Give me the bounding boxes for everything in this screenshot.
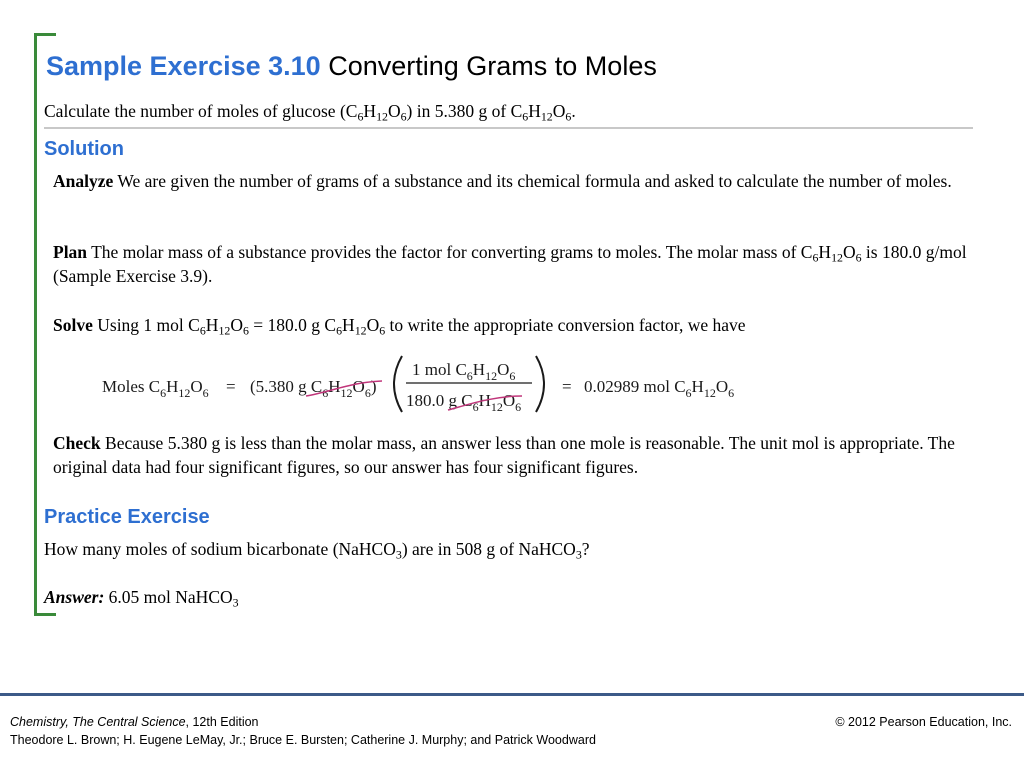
- equals-sign-2: =: [562, 377, 572, 396]
- practice-answer: Answer: 6.05 mol NaHCO$_3$: [44, 587, 239, 610]
- analyze-label: Analyze: [53, 171, 114, 191]
- equation-lhs: Moles $C_6H_{12}O_6$: [102, 377, 209, 400]
- conversion-equation: [90, 352, 770, 416]
- practice-question: How many moles of sodium bicarbonate (NaHCO$_3$) are in 508 g of NaHCO$_3$?: [44, 539, 590, 562]
- plan-label: Plan: [53, 242, 88, 262]
- check-paragraph: Check Because 5.380 g is less than the molar mass, an answer less than one mole is reasonable. The unit mol is appropriate. The original data had four significant figures, so our answer has four significant figures.: [53, 433, 955, 477]
- given-mass: (5.380 g $C_6H_{12}O_6$): [250, 377, 377, 400]
- equation-result: 0.02989 mol $C_6H_{12}O_6$: [584, 377, 735, 400]
- answer-label: Answer:: [44, 587, 105, 607]
- fraction-denominator: 180.0 g $C_6H_{12}O_6$: [406, 391, 522, 414]
- footer-authors: Theodore L. Brown; H. Eugene LeMay, Jr.; Bruce E. Bursten; Catherine J. Murphy; and Patrick Woodward: [10, 733, 596, 747]
- solution-heading: Solution: [44, 138, 124, 160]
- separator-line: [44, 127, 973, 129]
- left-big-paren: [394, 356, 402, 412]
- practice-exercise-heading: Practice Exercise: [44, 506, 210, 528]
- solve-label: Solve: [53, 315, 93, 335]
- footer-copyright: © 2012 Pearson Education, Inc.: [835, 715, 1012, 729]
- right-big-paren: [536, 356, 544, 412]
- problem-statement: Calculate the number of moles of glucose $(C_6H_{12}O_6)$ in 5.380 g of $C_6H_{12}O_6$.: [44, 101, 576, 124]
- footer-rule: [0, 693, 1024, 696]
- exercise-number: Sample Exercise 3.10: [46, 51, 321, 81]
- plan-paragraph: Plan The molar mass of a substance provides the factor for converting grams to moles. The molar mass of $C_6H_{12}O_6$ is 180.0 g/mol (Sample Exercise 3.9).: [53, 242, 967, 286]
- exercise-title: Converting Grams to Moles: [328, 51, 657, 81]
- footer-book-title: Chemistry, The Central Science, 12th Edition: [10, 715, 259, 729]
- equals-sign-1: =: [226, 377, 236, 396]
- slide-title: [46, 51, 657, 82]
- analyze-paragraph: Analyze We are given the number of grams of a substance and its chemical formula and asked to calculate the number of moles.: [53, 171, 952, 191]
- solve-paragraph: Solve Using 1 mol $C_6H_{12}O_6 = 180.0$ g $C_6H_{12}O_6$ to write the appropriate conversion factor, we have: [53, 315, 746, 338]
- check-label: Check: [53, 433, 101, 453]
- fraction-numerator: 1 mol $C_6H_{12}O_6$: [412, 360, 516, 383]
